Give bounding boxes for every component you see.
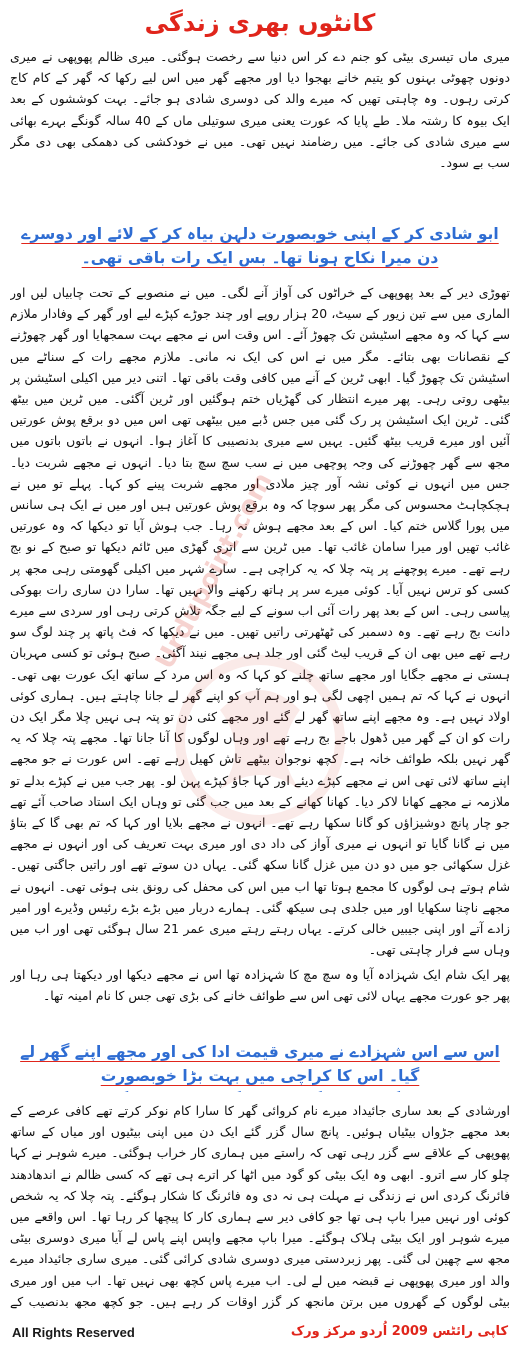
paragraph-3: پھر ایک شام ایک شہزادہ آیا وہ سچ مچ کا شہزادہ تھا اس نے مجھے دیکھا اور دیکھتا ہی رہا اور پھر جو عورت مجھے یہاں لائی تھی اس سے طوائف خانے کی بڑی تھی جس کا نام امینہ تھا۔ — [10, 967, 510, 1004]
highlight-2-line-2 — [25, 1091, 495, 1092]
paragraph-4: اورشادی کے بعد ساری جائیداد میرے نام کروائی گھر کا سارا کام نوکر کرتے تھے کافی عرصے کے بعد مجھے جڑواں بیٹیاں ہوئیں۔ پانچ سال گزر گئے ایک دن میں اپنی بیٹیوں اور میاں کے ساتھ پھوپھی کے علاقے سے گزر رہی تھی کہ راستے میں ہماری کار خراب ہوگئی۔ میرے شوہر نے کہا چلو کار سے اترو۔ ابھی وہ ایک بیٹی کو گود میں اٹھا کر اترے ہی تھے کہ کسی ظالم نے اندھادھند فائرنگ کردی اس نے زندگی نے مہلت ہی نہ دی وہ فائرنگ کا شکار ہوگئے۔ پتہ چلا کہ یہ شخص کوئی اور نہیں میرا باپ ہی تھا جو کافی دیر سے ہماری کار کا پیچھا کر رہا تھا۔ اس واقعے میں میرے شوہر اور ایک بیٹی ہلاک ہوگئے۔ میرا باپ مجھے واپس اپنے پاس لے آیا میری دوسری بیٹی مجھ سے چھین لی گئی۔ پھر زبردستی میری دوسری شادی کرائی گئی۔ میری ساری جائیداد میرے والد اور میری پھوپھی نے قبضہ میں لے لی۔ اب میرے پاس کچھ بھی نہیں تھا۔ اب میں اور میری بیٹی لوگوں کے گھروں میں برتن مانجھ کر گزر اوقات کر رہے ہیں۔ جو کچھ مجھ بدنصیب کے — [10, 1103, 510, 1309]
highlight-quote-1 — [10, 222, 510, 274]
footer-copyright: کاپی رائٹس 2009 اُردو مرکز ورک — [290, 1324, 508, 1339]
footer-rights: All Rights Reserved — [12, 1325, 135, 1340]
watermark-url: Urdupoint.com — [150, 467, 279, 675]
paragraph-2: تھوڑی دیر کے بعد پھوپھی کے خراٹوں کی آواز آنے لگی۔ میں نے منصوبے کے تحت چابیاں لیں اور الماری میں سے تین زیور کے سیٹ، 20 ہزار روپے اور چند جوڑے کپڑے لیے اور گھر کے وفادار ملازم سے کہا کہ وہ مجھے اسٹیشن تک چھوڑ آئے۔ اس وقت اس نے مجھے بہت سمجھایا اور گھر چھوڑنے کے نقصانات بھی بتائے۔ مگر میں نے اس کی ایک نہ مانی۔ ملازم مجھے رات کے سناٹے میں اسٹیشن تک چھوڑ گیا۔ ابھی ٹرین کے آنے میں کافی وقت باقی تھا۔ اتنی دیر میں اکیلی اسٹیشن پر بیٹھی روتی رہی۔ پھر میرے انتظار کی گھڑیاں ختم ہوگئیں اور ٹرین آگئی۔ میں ٹرین میں بیٹھ گئی۔ ٹرین ایک اسٹیشن پر رک گئی میں جس ڈبے میں بیٹھی تھی اس میں دو برقع پوش عورتیں آئیں اور میرے قریب بیٹھ گئیں۔ یہیں سے میری بدنصیبی کا آغاز ہوا۔ انہوں نے باتوں باتوں میں مجھ سے گھر چھوڑنے کی وجہ پوچھی میں نے سب سچ سچ بتا دیا۔ انہوں نے مجھے شربت دیا۔ جس میں انہوں نے کوئی نشہ آور چیز ملادی اور مجھے شربت پینے کو کہا۔ پہلے تو میں نے ہچکچاہٹ محسوس کی مگر پھر سوچا کہ وہ برقع پوش عورتیں ہیں اور میں نے ایک ہی سانس میں پورا گلاس ختم کیا۔ اس کے بعد مجھے ہوش نہ رہا۔ جب ہوش آیا تو دیکھا کہ وہ عورتیں غائب تھیں اور میرا سامان غائب تھا۔ میں ٹرین سے اتری گھڑی میں ٹائم دیکھا تو صبح کے نو بج رہے تھے۔ میرے پوچھنے پر پتہ چلا کہ یہ کراچی ہے۔ سارے شہر میں اکیلی گھومتی رہی مجھ پر کسی کو ترس نہیں آیا۔ کوئی میرے سر پر ہاتھ رکھنے والا نہیں تھا۔ سارا دن ساری رات بھوکی پیاسی رہی۔ اس کے بعد پھر رات آئی اب سونے کے لیے جگہ تلاش کرتی رہی اور سردی سے میرے دانت بج رہے تھے۔ وہ دسمبر کی ٹھٹھرتی راتیں تھیں۔ میں نے دیکھا کہ فٹ پاتھ پر چند لوگ سو رہے تھے میں بھی ان کے قریب لیٹ گئی اور جلد ہی مجھے نیند آگئی۔ صبح ہوئی تو کسی مہربان ہستی نے مجھے جگایا اور مجھے ساتھ چلنے کو کہا کہ وہ اس مرد کے ساتھ ایک عورت بھی تھی۔ انہوں نے کہا کہ تم ہمیں اچھی لگی ہو اور ہم آپ کو اپنے گھر لے جانا چاہتے ہیں۔ ہماری کوئی اولاد نہیں ہے۔ وہ مجھے اپنے ساتھ گھر لے گئے اور مجھے کئی دن تو پتہ ہی نہیں چلا مگر ایک دن رات کو ان کے گھر میں ڈھول باجے بج رہے تھے اور وہاں لوگوں کا آنا جانا تھا۔ مجھے پتہ چلا کہ یہ گھر نہیں بلکہ طوائف خانہ ہے۔ کچھ نوجوان بیٹھے تاش کھیل رہے تھے۔ اس عورت نے جو مجھے اپنے ساتھ لائی تھی اس نے مجھے کپڑے دیئے اور کہا جاؤ کپڑے پہن لو۔ پھر جب میں نے کپڑے بدلے تو ملازمہ نے مجھے کھانا لاکر دیا۔ کھانا کھانے کے بعد میں جب گئی تو وہاں ایک استاد صاحب آئے تھے جو چار پانچ دوشیزاؤں کو گانا سکھا رہے تھے۔ انہوں نے مجھے بلایا اور کہا کہ تم بھی گا کے بتاؤ میں نے گانا گایا تو انہوں نے میری آواز کی داد دی اور میری بہت تعریف کی اور انہوں نے مجھے غزل سکھائی جو میں دو دن میں غزل گانا سکھ گئی۔ یہاں دن سوتے تھے اور راتیں جاگتی تھیں۔ شام ہوتے ہی لوگوں کا مجمع ہوتا تھا اب میں اس کی محفل کی رونق بنی ہوئی تھی۔ انہوں نے مجھے ناچنا سکھایا اور میں جلدی ہی سیکھ گئی۔ ہمارے دربار میں بڑے بڑے رئیس وڈیرے اور امیر زادے آتے اور اپنی جیبیں خالی کرتے۔ یہاں رہتے رہتے میری عمر 21 سال ہوگئی تھی اور اب میں وہاں سے فرار چاہتی تھی۔ — [10, 285, 510, 958]
article-title: کانٹوں بھری زندگی — [144, 9, 376, 37]
highlight-quote-2 — [10, 1040, 510, 1092]
highlight-1-line-2 — [15, 273, 505, 274]
footer — [0, 1322, 520, 1346]
highlight-2-line-1: اس سے اس شہزادے نے میری قیمت ادا کی اور مجھے اپنے گھر لے گیا۔ اس کا کراچی میں بہت بڑا خوبصورت — [20, 1043, 500, 1085]
highlight-1-line-1: ابو شادی کر کے اپنی خوبصورت دلہن بیاہ کر کے لائے اور دوسرے دن میرا نکاح ہونا تھا۔ بس ایک رات باقی تھی۔ — [21, 225, 499, 267]
paragraph-1: میری ماں تیسری بیٹی کو جنم دے کر اس دنیا سے رخصت ہوگئی۔ میری ظالم پھوپھی نے میری دونوں چھوٹی بہنوں کو یتیم خانے بھجوا دیا اور مجھے گھر میں اس لیے رکھا کہ گھر کے کام کاج کرتی رہوں۔ وہ چاہتی تھیں کہ میرے والد کی دوسری شادی ہو جائے۔ بہت کوششوں کے بعد ایک بیوہ کا رشتہ ملا۔ طے پایا کہ عورت یعنی میری سوتیلی ماں کے 40 سالہ گونگے بہرے بھائی سے میری شادی کی جائے۔ میں رضامند نہیں تھی۔ میں نے خودکشی کی دھمکی بھی دی مگر سب بے سود۔ — [10, 49, 510, 171]
